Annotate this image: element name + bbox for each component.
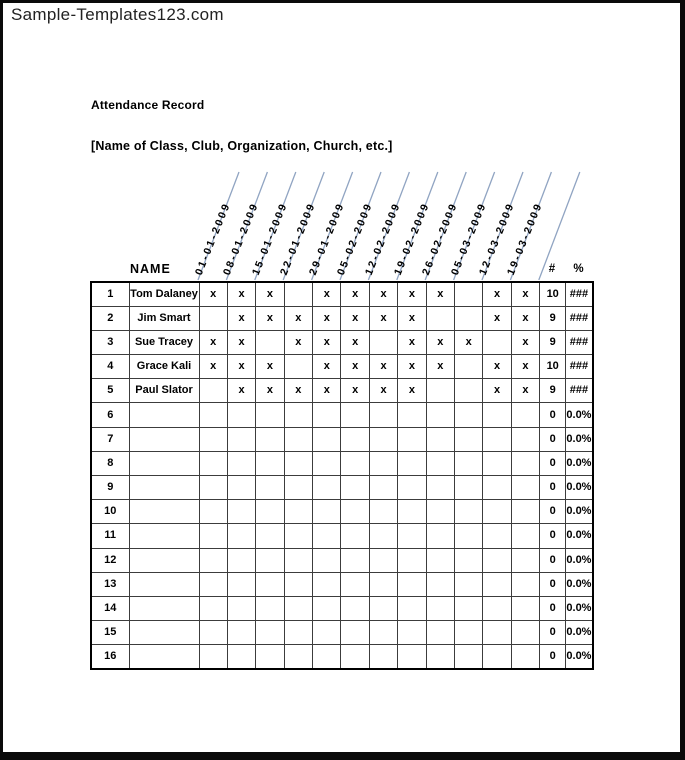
attendance-mark-cell: x [256,282,284,306]
attendance-mark-cell [199,572,227,596]
row-number: 5 [91,379,129,403]
attendance-mark-cell [455,403,483,427]
attendance-mark-cell: x [227,306,255,330]
attendance-mark-cell [483,427,511,451]
attendance-row [91,621,593,645]
attendance-mark-cell: x [369,355,397,379]
attendance-row [91,572,593,596]
attendance-mark-cell: x [227,282,255,306]
attendance-mark-cell [369,427,397,451]
attendance-mark-cell [369,500,397,524]
attendance-mark-cell [511,451,539,475]
attendance-mark-cell: x [511,355,539,379]
attendance-mark-cell [199,403,227,427]
date-column-label: 05-03-2009 [448,200,489,277]
present-count: 9 [540,330,566,354]
class-name-placeholder: [Name of Class, Club, Organization, Church, etc.] [91,139,393,153]
percent-value: 0.0% [566,427,593,451]
attendance-mark-cell [313,621,341,645]
attendance-mark-cell [483,645,511,669]
member-name [129,427,199,451]
row-number: 9 [91,476,129,500]
percent-value: ### [566,330,593,354]
attendance-mark-cell [284,548,312,572]
attendance-mark-cell: x [483,306,511,330]
attendance-mark-cell [284,476,312,500]
member-name: Paul Slator [129,379,199,403]
attendance-mark-cell [199,476,227,500]
attendance-mark-cell [313,500,341,524]
attendance-mark-cell [256,451,284,475]
attendance-mark-cell [227,476,255,500]
attendance-mark-cell [483,500,511,524]
attendance-mark-cell: x [256,379,284,403]
attendance-mark-cell [199,306,227,330]
present-count: 10 [540,282,566,306]
attendance-mark-cell: x [313,379,341,403]
row-number: 1 [91,282,129,306]
row-number: 12 [91,548,129,572]
attendance-mark-cell [227,500,255,524]
attendance-mark-cell [199,379,227,403]
member-name: Jim Smart [129,306,199,330]
attendance-mark-cell: x [341,330,369,354]
attendance-mark-cell: x [511,282,539,306]
member-name: Grace Kali [129,355,199,379]
attendance-mark-cell [511,427,539,451]
attendance-mark-cell: x [398,306,426,330]
date-column-label: 12-03-2009 [476,200,518,277]
attendance-mark-cell [455,306,483,330]
attendance-mark-cell [341,500,369,524]
attendance-mark-cell [426,524,454,548]
attendance-mark-cell: x [341,282,369,306]
attendance-mark-cell [341,645,369,669]
present-count: 0 [540,427,566,451]
attendance-mark-cell [313,427,341,451]
date-column-label: 15-01-2009 [249,200,290,277]
member-name [129,572,199,596]
attendance-row [91,645,593,669]
attendance-mark-cell: x [398,282,426,306]
attendance-mark-cell [398,476,426,500]
attendance-mark-cell [227,645,255,669]
row-number: 7 [91,427,129,451]
percent-value: ### [566,379,593,403]
attendance-mark-cell [284,500,312,524]
attendance-mark-cell [284,524,312,548]
attendance-mark-cell [227,403,255,427]
attendance-mark-cell [398,403,426,427]
site-watermark: Sample-Templates123.com [11,5,224,24]
attendance-mark-cell: x [483,379,511,403]
attendance-mark-cell [369,524,397,548]
attendance-mark-cell: x [313,282,341,306]
attendance-mark-cell [455,379,483,403]
present-count: 0 [540,524,566,548]
member-name [129,621,199,645]
attendance-mark-cell: x [284,379,312,403]
attendance-mark-cell [455,621,483,645]
attendance-mark-cell [426,645,454,669]
member-name [129,548,199,572]
present-count: 0 [540,572,566,596]
count-column-header: # [548,263,556,275]
attendance-mark-cell [313,476,341,500]
member-name [129,596,199,620]
attendance-mark-cell [313,596,341,620]
attendance-row [91,355,593,379]
attendance-mark-cell [455,451,483,475]
row-number: 16 [91,645,129,669]
attendance-mark-cell [455,282,483,306]
attendance-mark-cell [256,596,284,620]
present-count: 0 [540,403,566,427]
attendance-mark-cell: x [256,306,284,330]
attendance-mark-cell [369,645,397,669]
attendance-mark-cell [426,476,454,500]
present-count: 9 [540,379,566,403]
attendance-mark-cell: x [398,330,426,354]
attendance-mark-cell [341,621,369,645]
attendance-mark-cell [256,621,284,645]
attendance-mark-cell [341,596,369,620]
date-column-label: 01-01-2009 [192,200,234,277]
row-number: 4 [91,355,129,379]
attendance-mark-cell [398,621,426,645]
attendance-mark-cell [199,427,227,451]
row-number: 3 [91,330,129,354]
row-number: 14 [91,596,129,620]
attendance-mark-cell [369,330,397,354]
attendance-mark-cell: x [256,355,284,379]
attendance-mark-cell [511,596,539,620]
percent-value: 0.0% [566,572,593,596]
row-number: 15 [91,621,129,645]
attendance-mark-cell: x [426,355,454,379]
attendance-mark-cell [511,572,539,596]
percent-value: 0.0% [566,548,593,572]
attendance-mark-cell [227,548,255,572]
attendance-mark-cell [284,645,312,669]
percent-value: 0.0% [566,403,593,427]
attendance-mark-cell [369,476,397,500]
attendance-row [91,524,593,548]
attendance-row [91,451,593,475]
attendance-mark-cell [227,621,255,645]
attendance-mark-cell [284,403,312,427]
attendance-mark-cell: x [341,355,369,379]
attendance-mark-cell [483,548,511,572]
attendance-mark-cell: x [483,355,511,379]
attendance-mark-cell [256,476,284,500]
attendance-mark-cell: x [511,330,539,354]
percent-value: 0.0% [566,621,593,645]
attendance-mark-cell [511,645,539,669]
attendance-mark-cell: x [313,355,341,379]
attendance-mark-cell [455,645,483,669]
attendance-mark-cell [398,500,426,524]
attendance-mark-cell [256,645,284,669]
attendance-mark-cell [199,621,227,645]
attendance-table [90,168,592,668]
date-column-label: 19-03-2009 [505,200,546,277]
attendance-mark-cell [483,524,511,548]
attendance-mark-cell [398,451,426,475]
attendance-mark-cell [398,524,426,548]
attendance-mark-cell [199,596,227,620]
member-name [129,645,199,669]
attendance-row [91,596,593,620]
attendance-mark-cell [199,548,227,572]
attendance-mark-cell [511,524,539,548]
attendance-row [91,500,593,524]
attendance-mark-cell: x [426,282,454,306]
attendance-mark-cell: x [511,379,539,403]
attendance-mark-cell [426,379,454,403]
attendance-mark-cell: x [227,379,255,403]
attendance-row [91,330,593,354]
attendance-mark-cell: x [341,306,369,330]
date-column-label: 19-02-2009 [391,200,432,277]
attendance-mark-cell [483,572,511,596]
percent-column-header: % [573,263,584,275]
attendance-mark-cell [369,548,397,572]
member-name [129,403,199,427]
attendance-mark-cell [313,645,341,669]
attendance-mark-cell [284,572,312,596]
percent-value: 0.0% [566,476,593,500]
member-name: Sue Tracey [129,330,199,354]
attendance-row [91,282,593,306]
attendance-mark-cell [256,330,284,354]
attendance-mark-cell [341,572,369,596]
date-column-label: 29-01-2009 [306,200,347,277]
attendance-mark-cell [341,524,369,548]
percent-value: 0.0% [566,645,593,669]
attendance-mark-cell [369,572,397,596]
attendance-mark-cell [227,451,255,475]
present-count: 0 [540,621,566,645]
attendance-mark-cell [313,451,341,475]
attendance-mark-cell: x [369,379,397,403]
attendance-mark-cell [313,572,341,596]
attendance-mark-cell [511,500,539,524]
attendance-mark-cell: x [284,330,312,354]
attendance-mark-cell [455,596,483,620]
date-column-label: 22-01-2009 [278,200,319,277]
attendance-mark-cell [313,548,341,572]
attendance-mark-cell [455,548,483,572]
attendance-mark-cell: x [284,306,312,330]
row-number: 10 [91,500,129,524]
attendance-mark-cell [483,621,511,645]
attendance-mark-cell [227,427,255,451]
row-number: 6 [91,403,129,427]
row-number: 8 [91,451,129,475]
attendance-mark-cell [284,621,312,645]
present-count: 0 [540,596,566,620]
attendance-mark-cell [398,596,426,620]
member-name: Tom Dalaney [129,282,199,306]
attendance-row [91,476,593,500]
date-column-label: 08-01-2009 [221,200,262,277]
attendance-mark-cell [426,427,454,451]
attendance-mark-cell [284,596,312,620]
present-count: 0 [540,500,566,524]
attendance-mark-cell [341,548,369,572]
attendance-mark-cell: x [398,355,426,379]
present-count: 0 [540,548,566,572]
attendance-mark-cell [256,548,284,572]
attendance-mark-cell [426,548,454,572]
attendance-mark-cell [455,476,483,500]
attendance-mark-cell [369,596,397,620]
attendance-mark-cell [199,500,227,524]
attendance-mark-cell [511,548,539,572]
member-name [129,451,199,475]
attendance-mark-cell: x [369,306,397,330]
attendance-mark-cell: x [455,330,483,354]
attendance-mark-cell [483,596,511,620]
percent-value: ### [566,306,593,330]
attendance-mark-cell [398,427,426,451]
attendance-mark-cell [483,451,511,475]
attendance-mark-cell [455,572,483,596]
attendance-mark-cell [483,476,511,500]
present-count: 9 [540,306,566,330]
date-column-label: 26-02-2009 [420,200,461,277]
present-count: 0 [540,645,566,669]
attendance-mark-cell [426,403,454,427]
row-number: 13 [91,572,129,596]
attendance-mark-cell [227,572,255,596]
percent-value: ### [566,355,593,379]
member-name [129,476,199,500]
document-title: Attendance Record [91,98,205,112]
attendance-mark-cell [455,500,483,524]
member-name [129,524,199,548]
member-name [129,500,199,524]
attendance-mark-cell: x [199,355,227,379]
attendance-mark-cell: x [199,330,227,354]
attendance-mark-cell: x [369,282,397,306]
percent-value: ### [566,282,593,306]
attendance-mark-cell: x [511,306,539,330]
attendance-mark-cell: x [341,379,369,403]
attendance-mark-cell: x [313,330,341,354]
attendance-mark-cell [426,451,454,475]
attendance-mark-cell [426,500,454,524]
percent-value: 0.0% [566,500,593,524]
attendance-mark-cell [369,403,397,427]
attendance-row [91,306,593,330]
attendance-mark-cell [483,330,511,354]
attendance-mark-cell [284,427,312,451]
attendance-mark-cell: x [426,330,454,354]
attendance-mark-cell [256,524,284,548]
attendance-mark-cell [426,572,454,596]
percent-value: 0.0% [566,451,593,475]
name-column-header: NAME [130,262,171,276]
attendance-mark-cell [483,403,511,427]
attendance-mark-cell: x [398,379,426,403]
attendance-mark-cell [426,621,454,645]
attendance-row [91,379,593,403]
attendance-mark-cell [199,645,227,669]
attendance-mark-cell [455,524,483,548]
attendance-mark-cell [511,621,539,645]
attendance-mark-cell [199,451,227,475]
attendance-mark-cell [369,621,397,645]
row-number: 11 [91,524,129,548]
attendance-mark-cell: x [483,282,511,306]
attendance-grid [90,281,594,670]
attendance-mark-cell [455,427,483,451]
attendance-mark-cell [398,645,426,669]
date-column-label: 12-02-2009 [363,200,404,277]
attendance-mark-cell: x [199,282,227,306]
attendance-mark-cell [256,427,284,451]
present-count: 10 [540,355,566,379]
attendance-mark-cell [426,306,454,330]
attendance-row [91,427,593,451]
attendance-mark-cell [227,596,255,620]
attendance-mark-cell [284,451,312,475]
percent-value: 0.0% [566,524,593,548]
attendance-mark-cell [227,524,255,548]
attendance-mark-cell [341,451,369,475]
attendance-mark-cell [369,451,397,475]
attendance-mark-cell [341,476,369,500]
attendance-mark-cell [341,403,369,427]
attendance-mark-cell [284,355,312,379]
attendance-mark-cell [341,427,369,451]
percent-value: 0.0% [566,596,593,620]
attendance-mark-cell [426,596,454,620]
row-number: 2 [91,306,129,330]
attendance-mark-cell [256,403,284,427]
attendance-mark-cell [256,572,284,596]
attendance-mark-cell: x [227,355,255,379]
attendance-mark-cell [313,403,341,427]
attendance-mark-cell [256,500,284,524]
attendance-row [91,403,593,427]
attendance-row [91,548,593,572]
present-count: 0 [540,451,566,475]
attendance-mark-cell [398,572,426,596]
attendance-mark-cell [511,403,539,427]
attendance-mark-cell [398,548,426,572]
attendance-mark-cell [313,524,341,548]
attendance-mark-cell: x [227,330,255,354]
date-column-label: 05-02-2009 [334,200,376,277]
present-count: 0 [540,476,566,500]
attendance-mark-cell [455,355,483,379]
attendance-mark-cell: x [313,306,341,330]
attendance-mark-cell [284,282,312,306]
attendance-mark-cell [511,476,539,500]
attendance-mark-cell [199,524,227,548]
